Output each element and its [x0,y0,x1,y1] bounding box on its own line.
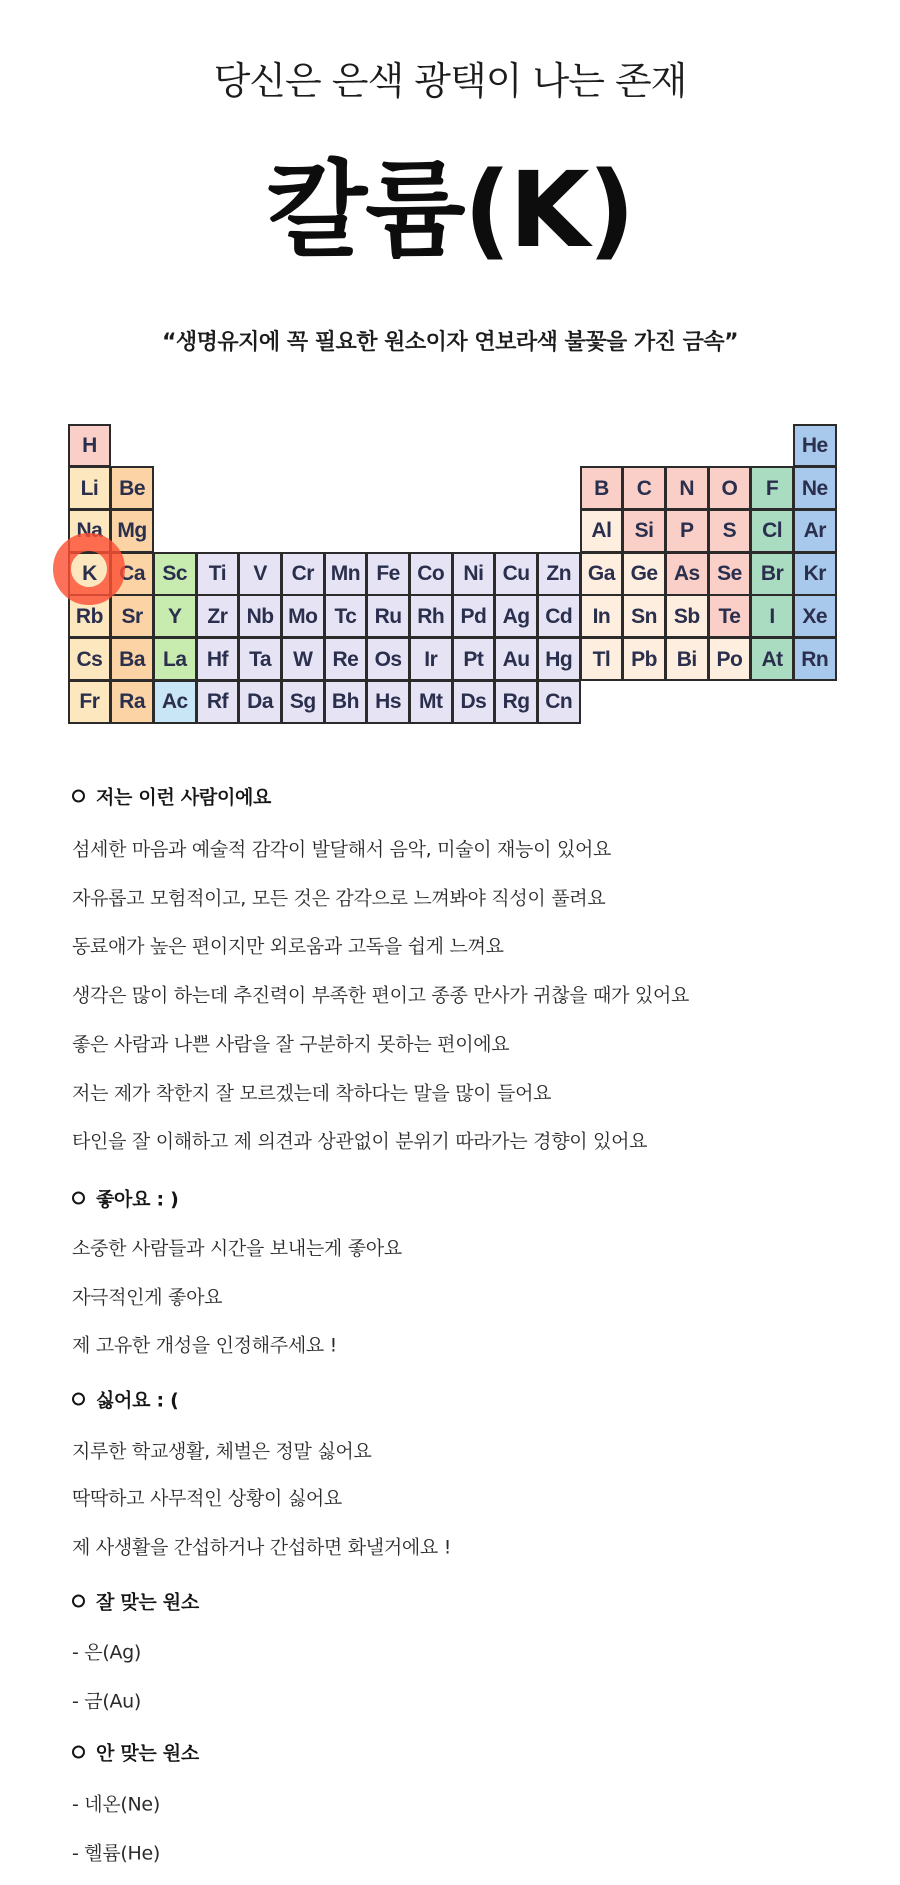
element-cell-bi: Bi [665,637,709,681]
element-cell-fr: Fr [68,680,112,724]
element-cell-w: W [281,637,325,681]
element-cell-s: S [708,509,752,553]
element-cell-rg: Rg [494,680,538,724]
circle-bullet-icon [72,1746,85,1759]
element-cell-cs: Cs [68,637,112,681]
circle-bullet-icon [72,1192,85,1205]
element-cell-ti: Ti [196,552,240,596]
section-line: 생각은 많이 하는데 추진력이 부족한 편이고 종종 만사가 귀찮을 때가 있어요 [72,984,690,1007]
section-line: 자극적인게 좋아요 [72,1286,223,1309]
section-line: - 헬륨(He) [72,1842,161,1865]
element-cell-ac: Ac [153,680,197,724]
element-cell-ne: Ne [793,466,837,510]
section-line: - 은(Ag) [72,1641,142,1664]
section-heading-text: 저는 이런 사람이에요 [96,786,272,809]
element-cell-la: La [153,637,197,681]
element-cell-c: C [622,466,666,510]
element-cell-f: F [750,466,794,510]
element-cell-au: Au [494,637,538,681]
element-cell-cl: Cl [750,509,794,553]
element-cell-al: Al [580,509,624,553]
element-cell-tc: Tc [324,594,368,638]
circle-bullet-icon [72,790,85,803]
section-heading [72,1386,178,1413]
result-title: 칼륨(K) [266,149,634,271]
element-cell-mg: Mg [110,509,154,553]
section-line: - 네온(Ne) [72,1793,160,1816]
element-cell-mo: Mo [281,594,325,638]
element-cell-hg: Hg [537,637,581,681]
element-cell-hs: Hs [366,680,410,724]
element-cell-cn: Cn [537,680,581,724]
element-cell-ar: Ar [793,509,837,553]
element-cell-o: O [708,466,752,510]
section-heading-text: 잘 맞는 원소 [96,1591,199,1614]
element-cell-he: He [793,424,837,468]
section-heading-text: 싫어요 : ( [96,1389,179,1412]
section-line: 타인을 잘 이해하고 제 의견과 상관없이 분위기 따라가는 경향이 있어요 [72,1130,648,1153]
element-cell-ba: Ba [110,637,154,681]
section-line: 제 사생활을 간섭하거나 간섭하면 화낼거에요 ! [72,1536,452,1559]
section-line: 지루한 학교생활, 체벌은 정말 싫어요 [72,1440,372,1463]
element-cell-k: K [68,552,112,596]
element-cell-mt: Mt [409,680,453,724]
section-heading [72,1185,178,1212]
element-cell-na: Na [68,509,112,553]
element-cell-mn: Mn [324,552,368,596]
result-quote: “생명유지에 꼭 필요한 원소이자 연보라색 불꽃을 가진 금속” [161,330,739,355]
element-cell-be: Be [110,466,154,510]
element-cell-rb: Rb [68,594,112,638]
element-cell-si: Si [622,509,666,553]
section-line: 동료애가 높은 편이지만 외로움과 고독을 쉽게 느껴요 [72,935,504,958]
element-cell-bh: Bh [324,680,368,724]
element-cell-as: As [665,552,709,596]
circle-bullet-icon [72,1393,85,1406]
periodic-table [68,424,836,723]
section-line: 자유롭고 모험적이고, 모든 것은 감각으로 느껴봐야 직성이 풀려요 [72,887,606,910]
element-cell-ds: Ds [452,680,496,724]
element-cell-in: In [580,594,624,638]
element-cell-zn: Zn [537,552,581,596]
element-cell-li: Li [68,466,112,510]
element-cell-rn: Rn [793,637,837,681]
element-cell-sb: Sb [665,594,709,638]
element-cell-tl: Tl [580,637,624,681]
element-cell-se: Se [708,552,752,596]
element-cell-pb: Pb [622,637,666,681]
element-cell-co: Co [409,552,453,596]
section-line: 딱딱하고 사무적인 상황이 싫어요 [72,1487,342,1510]
element-cell-ga: Ga [580,552,624,596]
element-cell-nb: Nb [238,594,282,638]
section-heading [72,783,271,810]
element-cell-br: Br [750,552,794,596]
element-cell-b: B [580,466,624,510]
element-cell-cu: Cu [494,552,538,596]
element-cell-p: P [665,509,709,553]
result-subtitle: 당신은 은색 광택이 나는 존재 [213,59,687,103]
element-cell-n: N [665,466,709,510]
element-cell-da: Da [238,680,282,724]
section-heading [72,1588,199,1615]
section-heading [72,1739,199,1766]
element-cell-pt: Pt [452,637,496,681]
element-cell-pd: Pd [452,594,496,638]
element-cell-ag: Ag [494,594,538,638]
element-cell-rh: Rh [409,594,453,638]
element-cell-ir: Ir [409,637,453,681]
element-cell-sr: Sr [110,594,154,638]
section-heading-text: 안 맞는 원소 [96,1742,199,1765]
element-cell-h: H [68,424,112,468]
element-cell-fe: Fe [366,552,410,596]
element-cell-i: I [750,594,794,638]
element-cell-ge: Ge [622,552,666,596]
section-line: - 금(Au) [72,1690,142,1713]
element-cell-v: V [238,552,282,596]
element-cell-os: Os [366,637,410,681]
element-cell-at: At [750,637,794,681]
circle-bullet-icon [72,1595,85,1608]
element-cell-sc: Sc [153,552,197,596]
element-cell-te: Te [708,594,752,638]
element-cell-ni: Ni [452,552,496,596]
element-cell-re: Re [324,637,368,681]
section-heading-text: 좋아요 : ) [96,1188,179,1211]
element-cell-xe: Xe [793,594,837,638]
element-cell-cr: Cr [281,552,325,596]
element-cell-hf: Hf [196,637,240,681]
section-line: 좋은 사람과 나쁜 사람을 잘 구분하지 못하는 편이에요 [72,1033,510,1056]
element-cell-y: Y [153,594,197,638]
element-cell-ca: Ca [110,552,154,596]
element-cell-rf: Rf [196,680,240,724]
element-cell-sg: Sg [281,680,325,724]
element-cell-po: Po [708,637,752,681]
section-line: 제 고유한 개성을 인정해주세요 ! [72,1334,337,1357]
element-cell-sn: Sn [622,594,666,638]
element-cell-kr: Kr [793,552,837,596]
section-line: 저는 제가 착한지 잘 모르겠는데 착하다는 말을 많이 들어요 [72,1082,552,1105]
element-cell-cd: Cd [537,594,581,638]
element-cell-ta: Ta [238,637,282,681]
element-cell-ru: Ru [366,594,410,638]
element-cell-zr: Zr [196,594,240,638]
section-line: 섬세한 마음과 예술적 감각이 발달해서 음악, 미술이 재능이 있어요 [72,838,612,861]
section-line: 소중한 사람들과 시간을 보내는게 좋아요 [72,1237,402,1260]
element-cell-ra: Ra [110,680,154,724]
